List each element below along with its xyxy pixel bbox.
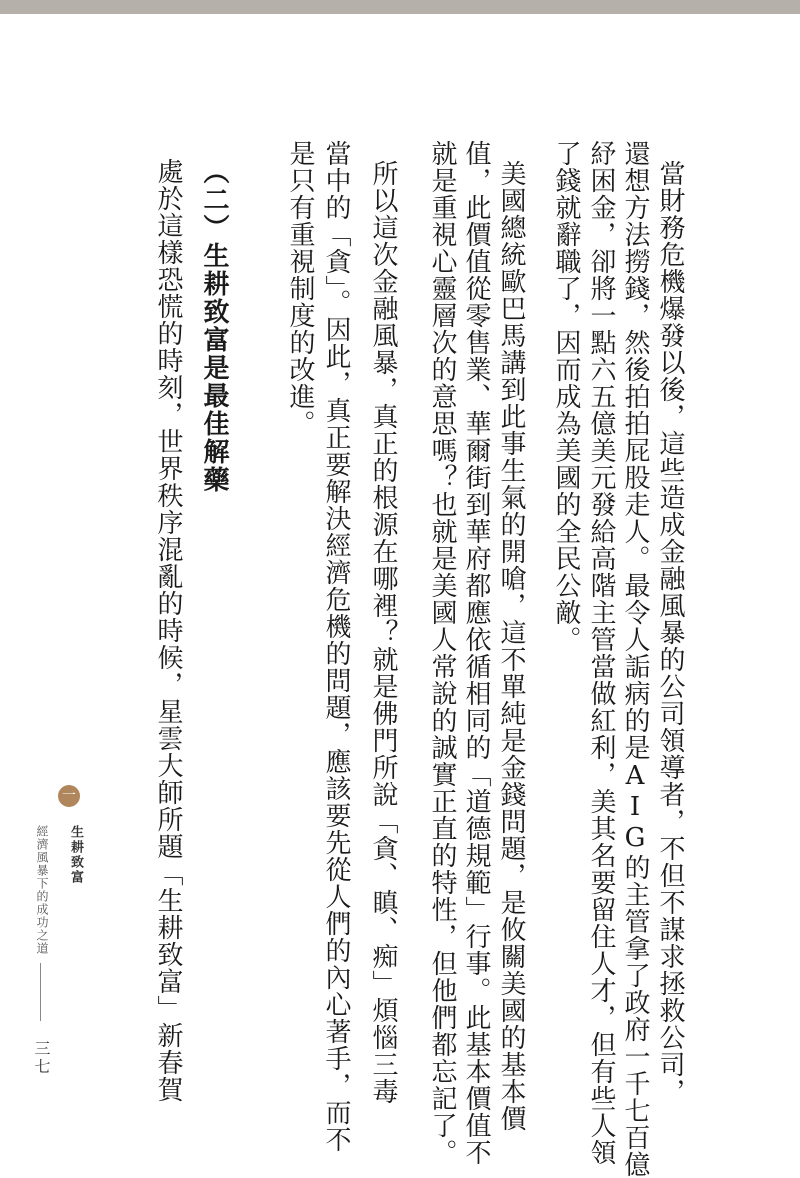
page-number: 三七 <box>32 1040 51 1076</box>
text-column: 值，此價值從零售業、華爾街到華府都應依循相同的「道德規範」行事。此基本價值不 <box>461 140 491 1166</box>
text-column: 所以這次金融風暴，真正的根源在哪裡？就是佛門所說「貪、瞋、痴」煩惱三毒 <box>368 160 398 1105</box>
section-heading: （二）生耕致富是最佳解藥 <box>199 158 229 494</box>
book-title: 生耕致富 <box>68 825 83 885</box>
text-column: 了錢就辭職了，因而成為美國的全民公敵。 <box>551 140 581 653</box>
divider-line <box>40 963 41 1021</box>
text-column: 當財務危機爆發以後，這些造成金融風暴的公司領導者，不但不謀求拯救公司， <box>655 160 685 1105</box>
text-column: 是只有重視制度的改進。 <box>285 140 315 437</box>
chapter-emblem: 一 <box>58 785 80 807</box>
text-column: 紓困金，卻將一點六五億美元發給高階主管當做紅利，美其名要留住人才，但有些人領 <box>586 140 616 1166</box>
running-header <box>28 785 83 1045</box>
chapter-subtitle: 經濟風暴下的成功之道 <box>35 825 49 955</box>
text-column: 處於這樣恐慌的時刻，世界秩序混亂的時候，星雲大師所題「生耕致富」新春賀 <box>153 158 183 1103</box>
top-bar <box>0 0 800 14</box>
text-column: 就是重視心靈層次的意思嗎？也就是美國人常說的誠實正直的特性，但他們都忘記了。 <box>427 140 457 1166</box>
text-column: 還想方法撈錢，然後拍拍屁股走人。最令人詬病的是AIG的主管拿了政府一千七百億 <box>620 140 650 1178</box>
text-column: 美國總統歐巴馬講到此事生氣的開嗆，這不單純是金錢問題，是攸關美國的基本價 <box>496 160 526 1132</box>
text-column: 當中的「貪」。因此，真正要解決經濟危機的問題，應該要先從人們的內心著手，而不 <box>321 140 351 1153</box>
